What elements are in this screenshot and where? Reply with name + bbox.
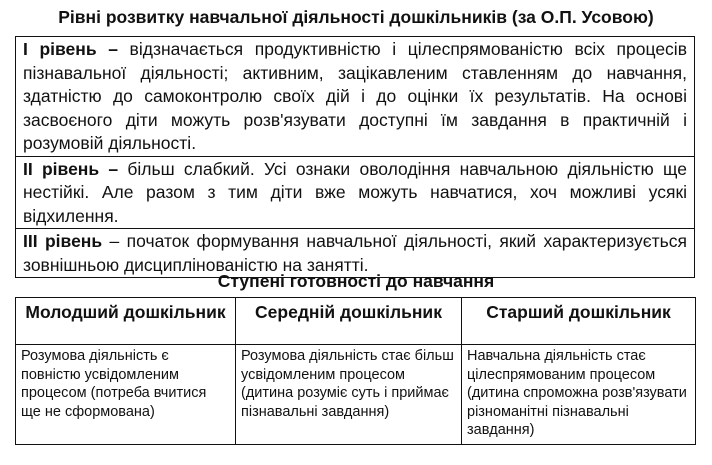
stage-cell-older: Навчальна діяльність стає цілеспрямованим процесом (дитина спроможна розв'язувати різноманітні пізнавальні завдання) [462, 345, 696, 445]
level-2-text: більш слабкий. Усі ознаки оволодіння навчальною діяльністю ще нестійкі. Але разом з тим діти вже можуть навчатися, хоч можливі усякі відхилення. [23, 158, 687, 226]
table-row [16, 345, 696, 445]
level-2-name: ІІ рівень – [23, 158, 119, 179]
stage-cell-younger: Розумова діяльність є повністю усвідомленим процесом (потреба вчитися ще не сформована) [16, 345, 236, 445]
level-3-name: ІІІ рівень [23, 231, 103, 251]
stage-header-middle: Середній дошкільник [236, 298, 462, 345]
levels-heading: Рівні розвитку навчальної діяльності дошкільників (за О.П. Усовою) [58, 7, 654, 27]
level-1 [16, 37, 694, 156]
level-1-text: відзначається продуктивністю і цілеспрямованістю всіх процесів пізнавальної діяльності; активним, зацікавленим ставленням до навчання, здатністю до самоконтролю своїх дій і до оцінки їх результатів. На основі засвоєного діти можуть розв'язувати доступні їм завдання в практичній і розумовій діяльності. [23, 39, 687, 153]
stages-table [15, 297, 696, 445]
level-1-name: І рівень – [23, 39, 118, 59]
level-2 [16, 156, 694, 229]
stages-header-row [16, 298, 696, 345]
stage-cell-middle: Розумова діяльність стає більш усвідомленим процесом (дитина розуміє суть і приймає пізнавальні завдання) [236, 345, 462, 445]
stages-heading: Ступені готовності до навчання [217, 271, 495, 291]
stage-header-older: Старший дошкільник [462, 298, 696, 345]
levels-box [15, 36, 695, 278]
level-3-text: – початок формування навчальної діяльності, який характеризується зовнішньою дисциплінованістю на занятті. [23, 231, 687, 275]
stage-header-younger: Молодший дошкільник [16, 298, 236, 345]
